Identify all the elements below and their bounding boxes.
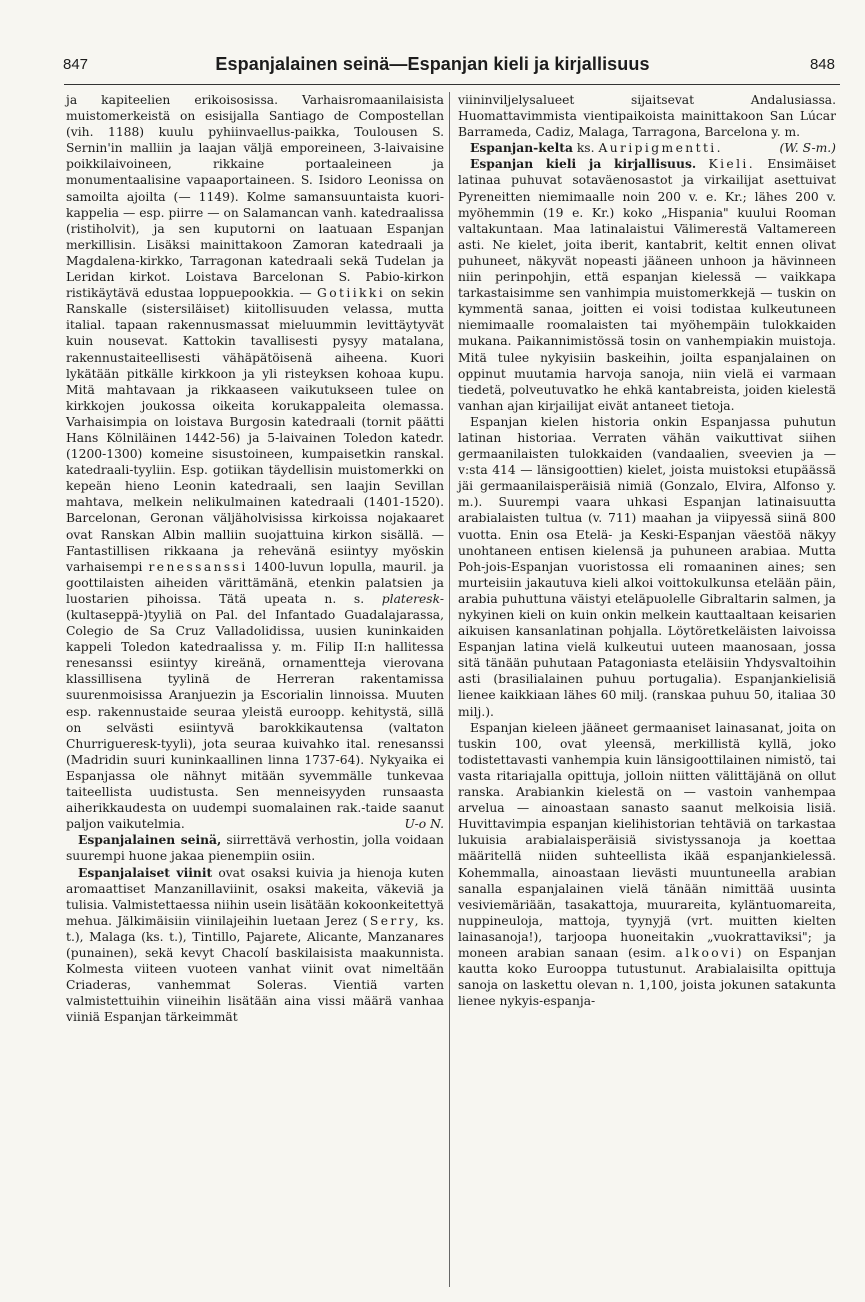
entry-headword: Espanjalaiset viinit <box>78 864 213 880</box>
entry-headword: Espanjan-kelta <box>470 140 573 156</box>
entry-espanjan-kieli: Espanjan kieli ja kirjallisuus. Kieli. Ensimäiset latinaa puhuvat sotaväenosastot ja virkailijat asettuivat Pyreneitten niemimaalle noin 200 v. e. Kr.; lähes 200 v. myöhemmin (19 e. Kr.) koko „Hispania" kuului Rooman valtakuntaan. Maa latinalaistui Välimerestä Valtamereen asti. Ne kielet, joita iberit, kantabrit, keltit ennen olivat puhuneet, näkyvät nopeasti jääneen unhoon ja hävinneen niin perinpohjin, että espanjan kielessä — vaikkapa tarkastaisimme sen vanhimpia muistomerkkejä — tuskin on kymmentä sanaa, joitten ei voisi todistaa kulkeutuneen niemimaalle roomalaisten tai myöhempäin tulokkaiden mukana. Paikannimistössä tosin on vanhempiakin muistoja. Mitä tulee nykyisiin baskeihin, joilta espanjalainen on oppinut muutamia harvoja sanoja, niin vielä ei varmaan tiedetä, polveutuvatko he ehkä kantabreista, joiden kielestä vanhan ajan kirjailijat eivät antaneet tietoja. <box>458 156 836 413</box>
page-header <box>0 54 865 80</box>
spaced-term: alkoovi) <box>675 945 744 960</box>
italic-term: plateresk- <box>381 591 444 606</box>
paragraph: viininviljelysalueet sijaitsevat Andalusiassa. Huomattavimmista vientipaikoista mainittakoon San Lúcar Barrameda, Cadiz, Malaga, Tarragona, Barcelona y. m. (W. S-m.) <box>458 93 836 156</box>
entry-espanjalaiset-viinit: Espanjalaiset viinit ovat osaksi kuivia ja hienoja kuten aromaattiset Manzanillaviinit, osaksi makeita, väkeviä ja tulisia. Valmistettaessa niihin usein lisätään kokoonkeitettyä mehua. Jälkimäisiin viinilajeihin luetaan Jerez (Serry, ks. t.), Malaga (ks. t.), Tintillo, Pajarete, Alicante, Manzanares (punainen), sekä kevyt Chacolí baskilaisista maakunnista. Kolmesta viiteen vuoteen vanhat viinit ovat nimeltään Criaderas, vanhemmat Soleras. Vientiä varten valmistettuihin viineihin lisätään aina vissi määrä vanhaa viiniä Espanjan tärkeimmät <box>66 864 444 1025</box>
page-number-right: 848 <box>809 56 835 73</box>
right-column <box>458 92 836 1009</box>
entry-headword: Espanjan kieli ja kirjallisuus. <box>470 156 697 172</box>
author-signature: (W. S-m.) <box>779 141 836 156</box>
spaced-term: Gotiikki <box>317 286 386 301</box>
left-column <box>66 92 444 1025</box>
spaced-term: Kieli. <box>708 157 756 172</box>
column-divider <box>449 92 450 1287</box>
entry-espanjan-kelta: Espanjan-kelta ks. Auripigmentti. <box>470 140 723 156</box>
running-title: Espanjalainen seinä—Espanjan kieli ja kirjallisuus <box>215 54 650 74</box>
spaced-term: renessanssi <box>148 559 248 574</box>
author-signature: U-o N. <box>404 817 444 832</box>
paragraph: ja kapiteelien erikoisosissa. Varhaisromaanilaisista muistomerkeistä on esisijalla Santiago de Compostellan (vih. 1188) kuulu pyhiinvaellus-paikka, Toulousen S. Sernin'in malliin ja laajan väljä emporeineen, 3-laivaisine poikkilaivoineen, rikkaine portaaleineen ja monumentaalisine vapaaportaineen. S. Isidoro Leonissa on samoilta ajoilta (— 1149). Kolme samansuuntaista kuori-kappelia — esp. piirre — on Salamancan vanh. katedraalissa (ristiholvit), ja sen kuputorni on laatuaan Espanjan merkillisin. Lisäksi mainittakoon Zamoran katedraali ja Magdalena-kirkko, Tarragonan katedraali sekä Tudelan ja Leridan kirkot. Loistava Barcelonan S. Pabio-kirkon ristikäytävä edustaa loppuepookkia. — Gotiikki on sekin Ranskalle (sistersiläiset) kiitollisuuden velassa, mutta italial. tapaan rakennusmassat mieluummin levittäytyvät kuin nousevat. Kattokin tavallisesti pysyy matalana, rakennustaiteellisesti vähäpätöisenä aiheena. Kuori lykätään pitkälle kirkkoon ja yli risteyksen kohoaa kupu. Mitä mahtavaan ja rikkaaseen vaikutukseen tulee on kirkkojen joukossa oikeita korukappaleita olemassa. Varhaisimpia on loistava Burgosin katedraali (tornit päätti Hans Kölniläinen 1442-56) ja 5-laivainen Toledon katedr. (1200-1300) komeine sisustoineen, kumpaisetkin ranskal. katedraali-tyyliin. Esp. gotiikan täydellisin muistomerkki on kepeän hieno Leonin katedraali, sen laajin Sevillan mahtava, melkein nelikulmainen katedraali (1401-1520). Barcelonan, Geronan väljäholvisissa kirkoissa nojakaaret ovat Ranskan Albin malliin suojattuina kirkon sisällä. — Fantastillisen rikkaana ja rehevänä esiintyy myöskin varhaisempi renessanssi 1400-luvun lopulla, mauril. ja goottilaisten aiheiden värittämänä, etenkin palatsien ja luostarien pihoissa. Tätä upeata n. s. plateresk-(kultaseppä-)tyyliä on Pal. del Infantado Guadalajarassa, Colegio de Sa Cruz Valladolidissa, uusien kuninkaiden kappeli Toledon katedraalissa y. m. Filip II:n hallitessa renesanssi esiintyy kireänä, ornamentteja vierovana klassillisena tyylinä de Herreran rakentamissa suurenmoisissa Aranjuezin ja Escorialin linnoissa. Muuten esp. rakennustaide seuraa yleistä euroopp. kehitystä, sillä on selvästi esiintyvä barokkikautensa (valtaton Churrigueresk-tyyli), jota seuraa kuivahko ital. renesanssi (Madridin suuri kuninkaallinen linna 1737-64). Nykyaika ei Espanjassa ole nähnyt mitään syvemmälle tunkevaa taiteellista uudistusta. Sen menneisyyden runsaasta aiherikkaudesta on uudempi suomalainen rak.-taide saanut paljon vaikutelmia. U-o N. <box>66 93 444 832</box>
header-rule <box>64 84 840 85</box>
entry-espanjalainen-seina: Espanjalainen seinä, siirrettävä verhostin, jolla voidaan suurempi huone jakaa pienempiin osiin. <box>66 832 444 864</box>
cross-reference: Auripigmentti. <box>598 141 723 156</box>
entry-headword: Espanjalainen seinä, <box>78 832 222 848</box>
paragraph: Espanjan kieleen jääneet germaaniset lainasanat, joita on tuskin 100, ovat yleensä, merkillistä kyllä, joko todistettavasti vanhempia kuin länsigoottilainen nimistö, tai vasta ritariajalla opittuja, jolloin niitten välittäjänä on ollut ranska. Arabiankin kielestä on — vastoin vanhempaa arvelua — ainoastaan sanasto saanut melkoisia lisiä. Huvittavimpia espanjan kielihistorian tehtäviä on tarkastaa lukuisia arabialaisperäisiä sivistyssanoja ja koettaa määritellä niiden suhteellista ikää espanjankielessä. Kohemmalla, ainoastaan lievästi muuntuneella arabian sanalla espanjalainen vielä tänään nimittää uusinta vesiviemäriään, tasakattoja, muurareita, kyläntuomareita, nuppineuloja, mattoja, tyynyjä (vrt. muitten kielten lainasanoja!), tarjoopa huoneitakin „vuokrattaviksi"; ja moneen arabian sanaan (esim. alkoovi) on Espanjan kautta koko Eurooppa tutustunut. Arabialaisilta opittuja sanoja on laskettu olevan n. 1,100, joista jokunen satakunta lienee nykyis-espanja- <box>458 720 836 1009</box>
paragraph: Espanjan kielen historia onkin Espanjassa puhutun latinan historiaa. Verraten vähän vaikuttivat siihen germaanilaisten tulokkaiden (vandaalien, sveevien ja — v:sta 414 — länsigoottien) kielet, joista muistoksi etupäässä jäi germaanilaisperäisiä nimiä (Gonzalo, Elvira, Alfonso y. m.). Suurempi vaara uhkasi Espanjan latinaisuutta arabialaisten tultua (v. 711) maahan ja viipyessä siinä 800 vuotta. Enin osa Etelä- ja Keski-Espanjan väestöä näkyy unohtaneen entisen kielensä ja puhuneen arabiaa. Mutta Poh-jois-Espanjan vuoristossa eli romaaninen aines; sen murteisiin jakautuva kieli alkoi voittokulkunsa etelään päin, arabia puhuttuna väistyi eteläpuolelle Gibraltarin salmen, ja nykyinen kieli on kuin onkin melkein kauttaaltaan keisarien aikuisen kansanlatinan pohjalla. Löytöretkeläisten laivoissa Espanjan latina vielä kulkeutui uuteen maanosaan, jossa sitä tänään puhutaan Patagoniasta eteläisiin Yhdysvaltoihin asti (brasilialainen puhuu portugalia). Espanjankielisiä lienee kaikkiaan lähes 60 milj. (ranskaa puhuu 50, italiaa 30 milj.). <box>458 414 836 719</box>
spaced-term: (Serry, <box>362 913 421 928</box>
page-number-left: 847 <box>63 56 89 73</box>
